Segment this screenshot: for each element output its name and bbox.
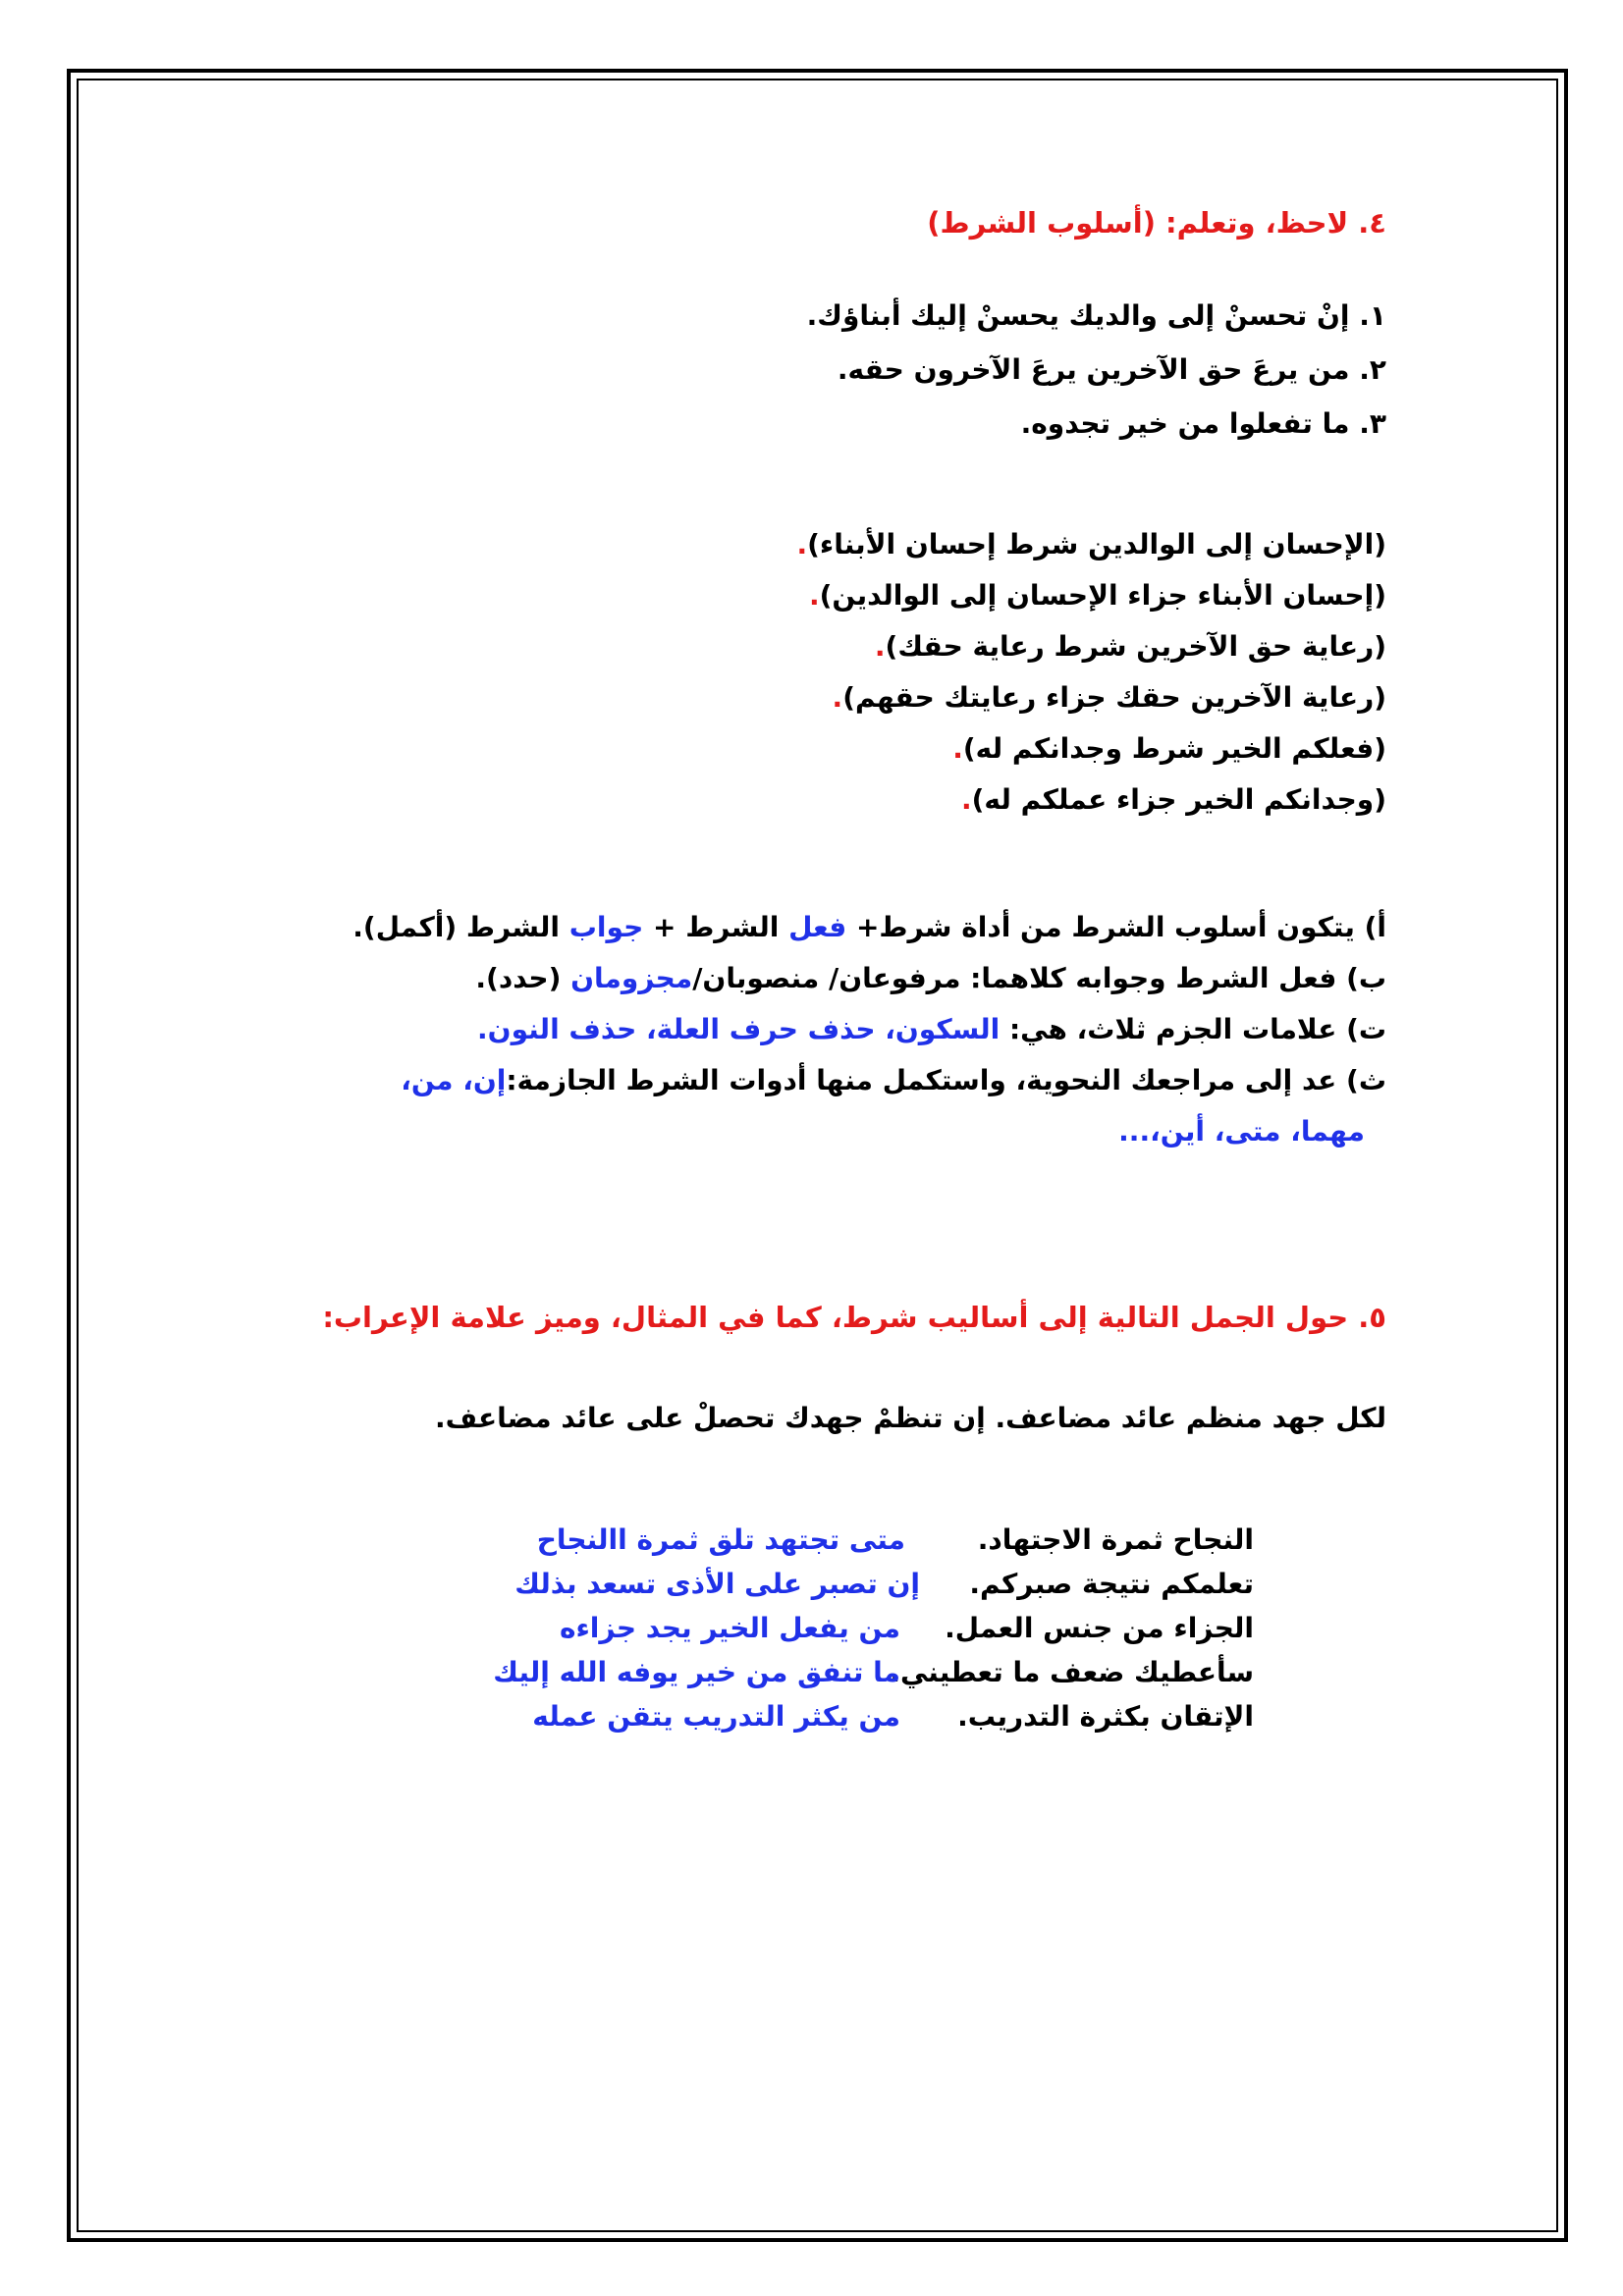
exercise-sentence-4: سأعطيك ضعف ما تعطيني. bbox=[890, 1656, 1254, 1688]
example-2: ٢. من يرعَ حق الآخرين يرعَ الآخرون حقه. bbox=[837, 353, 1386, 386]
exercise-sentence-5: الإتقان بكثرة التدريب. bbox=[957, 1700, 1254, 1733]
exercise-sentence-2: تعلمكم نتيجة صبركم. bbox=[969, 1568, 1254, 1600]
page-border-inner bbox=[77, 79, 1558, 2232]
rule-th: ث) عد إلى مراجعك النحوية، واستكمل منها أدوات الشرط الجازمة:إن، من، bbox=[401, 1064, 1386, 1096]
exercise-sentence-1: النجاح ثمرة الاجتهاد. bbox=[977, 1523, 1254, 1556]
note-1: (الإحسان إلى الوالدين شرط إحسان الأبناء). bbox=[796, 528, 1386, 561]
exercise-answer-2: إن تصبر على الأذى تسعد بذلك bbox=[514, 1568, 920, 1600]
exercise-answer-5: من يكثر التدريب يتقن عمله bbox=[532, 1700, 900, 1733]
rule-a: أ) يتكون أسلوب الشرط من أداة شرط+ فعل الشرط + جواب الشرط (أكمل). bbox=[352, 911, 1386, 943]
example-1: ١. إنْ تحسنْ إلى والديك يحسنْ إليك أبناؤك. bbox=[806, 299, 1386, 332]
rule-b: ب) فعل الشرط وجوابه كلاهما: مرفوعان/ منصوبان/مجزومان (حدد). bbox=[475, 962, 1386, 994]
note-2: (إحسان الأبناء جزاء الإحسان إلى الوالدين). bbox=[808, 579, 1386, 612]
rule-t: ت) علامات الجزم ثلاث، هي: السكون، حذف حرف العلة، حذف النون. bbox=[477, 1013, 1386, 1045]
exercise-sentence-3: الجزاء من جنس العمل. bbox=[945, 1612, 1254, 1644]
note-4: (رعاية الآخرين حقك جزاء رعايتك حقهم). bbox=[832, 681, 1386, 714]
note-6: (وجدانكم الخير جزاء عملكم له). bbox=[960, 783, 1386, 816]
example-3: ٣. ما تفعلوا من خير تجدوه. bbox=[1020, 407, 1386, 440]
section5-title: ٥. حول الجمل التالية إلى أساليب شرط، كما في المثال، وميز علامة الإعراب: bbox=[322, 1301, 1386, 1334]
rule-th-continuation: مهما، متى، أين،... bbox=[1118, 1115, 1365, 1148]
exercise-answer-3: من يفعل الخير يجد جزاءه bbox=[559, 1612, 900, 1644]
exercise-answer-4: ما تنفق من خير يوفه الله إليك bbox=[493, 1656, 900, 1688]
section5-example: لكل جهد منظم عائد مضاعف. إن تنظمْ جهدك تحصلْ على عائد مضاعف. bbox=[435, 1402, 1386, 1434]
note-3: (رعاية حق الآخرين شرط رعاية حقك). bbox=[874, 630, 1386, 663]
exercise-answer-1: متى تجتهد تلق ثمرة االنجاح bbox=[536, 1523, 905, 1556]
section4-title: ٤. لاحظ، وتعلم: (أسلوب الشرط) bbox=[927, 206, 1386, 240]
note-5: (فعلكم الخير شرط وجدانكم له). bbox=[952, 732, 1386, 765]
